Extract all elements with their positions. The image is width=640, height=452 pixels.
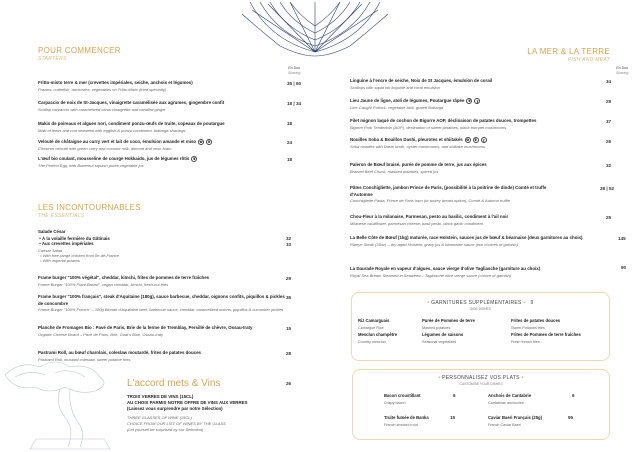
- vegetarian-icon: ❦: [207, 140, 211, 144]
- item-price: 25: [606, 215, 612, 220]
- menu-item: Pastrami Roll, au bœuf charolais, coleslaw moutardé, frites de patates douces Pastrami Roll, mustard coleslaw, sweet potatoe fries: [38, 350, 201, 362]
- extra-price: 15: [450, 415, 456, 420]
- side-dishes-title: • GARNITURES SUPPLÉMENTAIRES • 9: [427, 300, 534, 306]
- section-subtitle-essentials: THE ESSENTIALS: [38, 213, 85, 219]
- extra-item: Truite fumée de Banka French smoked trout: [384, 415, 429, 427]
- sharing-header: En Duo Sharing: [288, 66, 301, 75]
- vegan-icon: ✿: [466, 138, 470, 142]
- extra-item: Caviar Baeri Français (25g) French Caviar Baeri: [488, 415, 542, 427]
- menu-item: Linguine à l'encre de seiche, Noix de St Jacques, émulsion de corail Scallops with squid ink linguine and coral emulsion: [350, 78, 493, 90]
- menu-item: Chou-Fleur à la milanaise, Parmesan, pesto au basilic, condiment à l'ail noir Milanese cauliflower, parmesan cheese, basil pesto, black garlic condiment: [350, 214, 509, 226]
- item-price: 145: [618, 236, 626, 241]
- section-title-fish-meat: LA MER & LA TERRE: [527, 47, 610, 56]
- menu-item: Carpaccio de noix de St-Jacques, vinaigrette caramélisée aux agrumes, gingembre confit Scallop carpaccio with caramelized citrus vinaigrette and candied ginger: [38, 100, 225, 112]
- extra-price: 6: [453, 393, 456, 398]
- menu-item-salad: Salade César • À la volaille fermière du Gâtinais • Aux crevettes impériales Caesar Salad • With free-range chicken from Île-de-France • With imperial prawns: [38, 229, 119, 263]
- pairing-description: TROIS VERRES DE VINS (15CL) AU CHOIX PARMIS NOTRE OFFRE DE VINS AUX VERRES (Laissez vous surprendre par notre Sélection) THREE GLASSES OF WINE (15CL) CHOICE FROM OUR LIST OF WINES BY THE GLASS (Let yourself be surprised by our Selection): [127, 394, 248, 432]
- menu-item: Velouté de châtaigne au curry vert et lait de coco, émulsion amande et miso ✿ ❦ Chestnut velouté with green curry and coconut milk, almond and miso foam: [38, 139, 211, 151]
- item-price: 26: [606, 139, 612, 144]
- item-price: 24: [287, 140, 293, 145]
- menu-item: Makis de poireaux et algues nori, condiment ponzu-œufs de truite, copeaux de poutargue Maki of leeks and nori seaweed with eggfish & ponzu condiment, bottarga shavings: [38, 121, 225, 133]
- sharing-header: En Duo Sharing: [616, 66, 629, 75]
- customise-box: [352, 369, 610, 440]
- section-title-starters: POUR COMMENCER: [38, 46, 121, 55]
- item-price: 32: [606, 163, 612, 168]
- side-item: Frites de patates douces Sweet Potatoes fries: [511, 318, 561, 330]
- item-price: 18: [287, 121, 293, 126]
- gluten-free-icon: ɣ: [474, 98, 480, 104]
- shell-illustration: [230, 0, 400, 58]
- menu-item: Filet mignon laqué de cochon de Bigorre AOP, déclinaison de patates douces, trompettes Bigorre Pork Tenderloin (AOP), declination of sweet potatoes, black trumpet mushrooms: [350, 118, 537, 130]
- section-title-pairing: L'accord mets & Vins: [127, 378, 221, 389]
- vegetarian-icon: ❦: [474, 138, 478, 142]
- section-subtitle-fish-meat: FISH AND MEAT: [568, 57, 610, 63]
- item-price: 90: [621, 265, 627, 270]
- menu-item: Fritto-misto terre & mer (crevettes impériales, seiche, anchois et légumes) Prawns, cuttlefish, anchovies, vegetables on Fritto-Misto (fried specialty): [38, 80, 193, 92]
- pairing-price: 26: [286, 381, 292, 386]
- item-price: 37: [606, 119, 612, 124]
- menu-item: Planche de Fromages Bio : Pavé de Paris, Brie de la ferme de Tremblay, Persillé de chèvre, Ossau-Iraty Organic Cheese Board – Pavé de Paris, Brie, Goat's Blue, Ossau-Iraty: [38, 325, 253, 337]
- item-price: 36: [286, 295, 292, 300]
- menu-item: Frame burger "100% végétal", cheddar, kimchi, frites de pommes de terre fraîches Frame Burger "100% Plant-Based", vegan cheddar, kimchi, fresh-cut fries: [38, 275, 210, 287]
- extra-price: 6: [572, 393, 575, 398]
- side-dishes-subtitle: SIDE DISHES: [470, 307, 491, 311]
- customise-subtitle: CUSTOMISE YOUR DISHES: [459, 382, 503, 386]
- menu-item: Frame burger "100% français", steak d'Aquitaine (180g), sauce barbecue, cheddar, oignons confits, piquillos & pickles de concombre Frame Burger "100% French" – 180g Blonde d'Aquitaine beef, barbecue sauce, cheddar, caramelized onions, piquillos & cucumber pickles: [38, 294, 285, 312]
- item-price: 15: [286, 326, 292, 331]
- item-price: 18: [287, 157, 293, 162]
- side-dishes-box: [351, 292, 610, 361]
- side-item: Mesclun champêtre Country mesclun: [358, 332, 398, 344]
- item-price: 29: [286, 276, 292, 281]
- extra-price: 95: [568, 415, 574, 420]
- item-price: 34: [606, 79, 612, 84]
- extra-item: Bacon croustillant Crispy bacon: [384, 393, 421, 405]
- section-title-essentials: LES INCONTOURNABLES: [38, 203, 141, 212]
- gluten-free-icon: ɣ: [481, 137, 487, 143]
- side-item: Riz Camarguais Camargue Rice: [358, 318, 390, 330]
- item-price: 18 | 34: [287, 101, 302, 106]
- menu-item: La Belle Côte de Bœuf (1kg) maturée, race Holstein, sauces jus de bœuf & béarnaise (deux garnitures au choix) Ribeye Steak (35oz) – dry-aged Holstein, gravy jus & béarnaise sauce (two choices of garnish): [350, 235, 583, 247]
- item-price: 28 | 52: [600, 186, 615, 191]
- item-price: 28: [286, 351, 292, 356]
- item-price: 29: [606, 99, 612, 104]
- menu-item: Pâtes Conchigliette, jambon Prince de Paris, (possibilité à la poitrine de dinde) Comté et truffe d'Automne Conchigliette Pasta, Prince de Paris ham (or turkey breast option), Comté & Autumn truffle: [350, 185, 547, 203]
- extra-item: Anchois de Cantabrie Cantabrian anchovies: [488, 393, 532, 405]
- menu-item: Paleron de Bœuf braisé, purée de pomme de terre, jus aux épices Braised Beef Chuck, mashed potatoes, spiced jus: [350, 162, 487, 174]
- menu-item: L'œuf bio coulant, mousseline de courge Hokkaido, jus de légumes rôtis ❦ The Perfect Egg, with Butternut squash purée,vegetable jus: [38, 156, 196, 168]
- side-item: Légumes de saisons Seasonal vegetables: [422, 332, 464, 344]
- side-item: Frites de Pommes de terre fraîches Fresh french fries: [511, 332, 581, 344]
- menu-item: Lieu Jaune de ligne, aïoli de légumes, Poutargue râpée ❦ ɣ Line-Caught Pollock, vegetable aioli, grated Bottarga: [350, 98, 605, 111]
- section-subtitle-starters: STARTERS: [38, 56, 67, 62]
- item-price: 33: [286, 242, 292, 247]
- menu-item: Nouilles Soba & Bouillon Dashi, pleurotes et shiitakés ✿ ❦ ɣ Soba noodles with Dashi broth, oyster mushrooms, and shiitake mushrooms: [350, 137, 485, 149]
- vegetarian-icon: ❦: [192, 157, 196, 161]
- vegetarian-icon: ❦: [467, 99, 471, 103]
- customise-title: • PERSONNALISEZ VOS PLATS •: [438, 375, 524, 381]
- menu-item: La Daurade Royale en vapeur d'algues, sauce vierge d'olive Tagliasche (garniture au choix) Royal Sea Bream Steamed in Seaweed – Tagliasche olive vierge sauce (choice of garnish): [350, 266, 541, 278]
- item-price: 35 | 60: [287, 81, 302, 86]
- vegan-icon: ✿: [199, 140, 203, 144]
- side-item: Purée de Pommes de terre Mashed potatoes: [422, 318, 475, 330]
- item-price: 32: [286, 236, 292, 241]
